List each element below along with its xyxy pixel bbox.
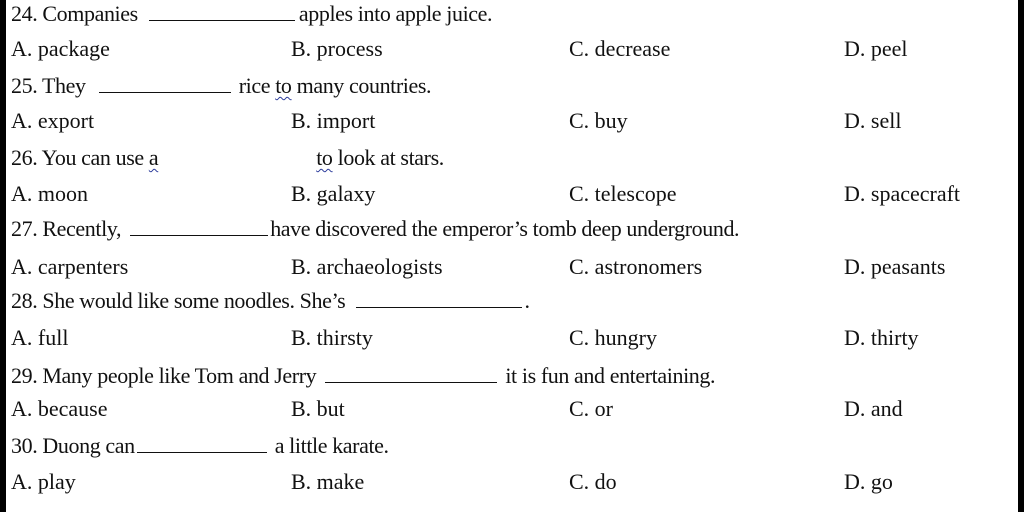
option-a[interactable]: A. full (11, 325, 69, 350)
answer-blank[interactable] (130, 217, 268, 236)
question-28 (11, 288, 530, 314)
option-b[interactable]: B. thirsty (291, 325, 373, 350)
question-stem-end: apples into apple juice. (298, 1, 493, 26)
option-a[interactable]: A. play (11, 469, 76, 494)
question-26 (11, 145, 444, 171)
option-d[interactable]: D. spacecraft (844, 181, 961, 206)
question-29 (11, 363, 715, 389)
option-d[interactable]: D. and (844, 396, 903, 421)
question-stem-end: have discovered the emperor’s tomb deep underground. (270, 216, 740, 241)
option-c[interactable]: C. astronomers (569, 254, 703, 279)
question-stem-end: rice (238, 73, 271, 98)
question-stem-end: a little karate. (274, 433, 389, 458)
question-stem-end: many countries. (296, 73, 432, 98)
option-c[interactable]: C. buy (569, 108, 628, 133)
option-b[interactable]: B. galaxy (291, 181, 376, 206)
question-stem-start: 30. Duong can (11, 433, 135, 458)
question-27 (11, 216, 739, 242)
worksheet-page (6, 0, 1018, 512)
question-25 (11, 73, 431, 99)
question-30 (11, 433, 389, 459)
option-d[interactable]: D. go (844, 469, 893, 494)
question-stem-end: to (316, 145, 333, 170)
question-stem-end: look at stars. (337, 145, 444, 170)
question-stem-end: to (275, 73, 292, 98)
option-a[interactable]: A. package (11, 36, 110, 61)
option-b[interactable]: B. import (291, 108, 376, 133)
answer-blank[interactable] (99, 74, 231, 93)
option-b[interactable]: B. archaeologists (291, 254, 443, 279)
answer-blank[interactable] (160, 147, 316, 165)
option-a[interactable]: A. carpenters (11, 254, 129, 279)
question-stem-start: 27. Recently, (11, 216, 122, 241)
option-c[interactable]: C. decrease (569, 36, 671, 61)
option-b[interactable]: B. but (291, 396, 345, 421)
question-stem-end: . (524, 288, 530, 313)
option-d[interactable]: D. peasants (844, 254, 946, 279)
answer-blank[interactable] (149, 2, 295, 21)
question-stem-start: 28. She would like some noodles. She’s (11, 288, 346, 313)
option-c[interactable]: C. hungry (569, 325, 657, 350)
option-d[interactable]: D. thirty (844, 325, 919, 350)
option-a[interactable]: A. because (11, 396, 108, 421)
option-c[interactable]: C. telescope (569, 181, 677, 206)
option-a[interactable]: A. moon (11, 181, 88, 206)
answer-blank[interactable] (325, 364, 497, 383)
answer-blank[interactable] (137, 434, 267, 453)
question-stem-start: a (148, 145, 159, 170)
question-stem-start: 25. They (11, 73, 86, 98)
question-stem-start: 26. You can use (11, 145, 144, 170)
answer-blank[interactable] (356, 289, 522, 308)
option-d[interactable]: D. sell (844, 108, 902, 133)
question-stem-end: it is fun and entertaining. (505, 363, 716, 388)
option-b[interactable]: B. make (291, 469, 365, 494)
question-stem-start: 24. Companies (11, 1, 138, 26)
option-c[interactable]: C. do (569, 469, 617, 494)
question-stem-start: 29. Many people like Tom and Jerry (11, 363, 317, 388)
option-c[interactable]: C. or (569, 396, 613, 421)
question-24 (11, 1, 492, 27)
option-d[interactable]: D. peel (844, 36, 908, 61)
option-b[interactable]: B. process (291, 36, 383, 61)
option-a[interactable]: A. export (11, 108, 95, 133)
